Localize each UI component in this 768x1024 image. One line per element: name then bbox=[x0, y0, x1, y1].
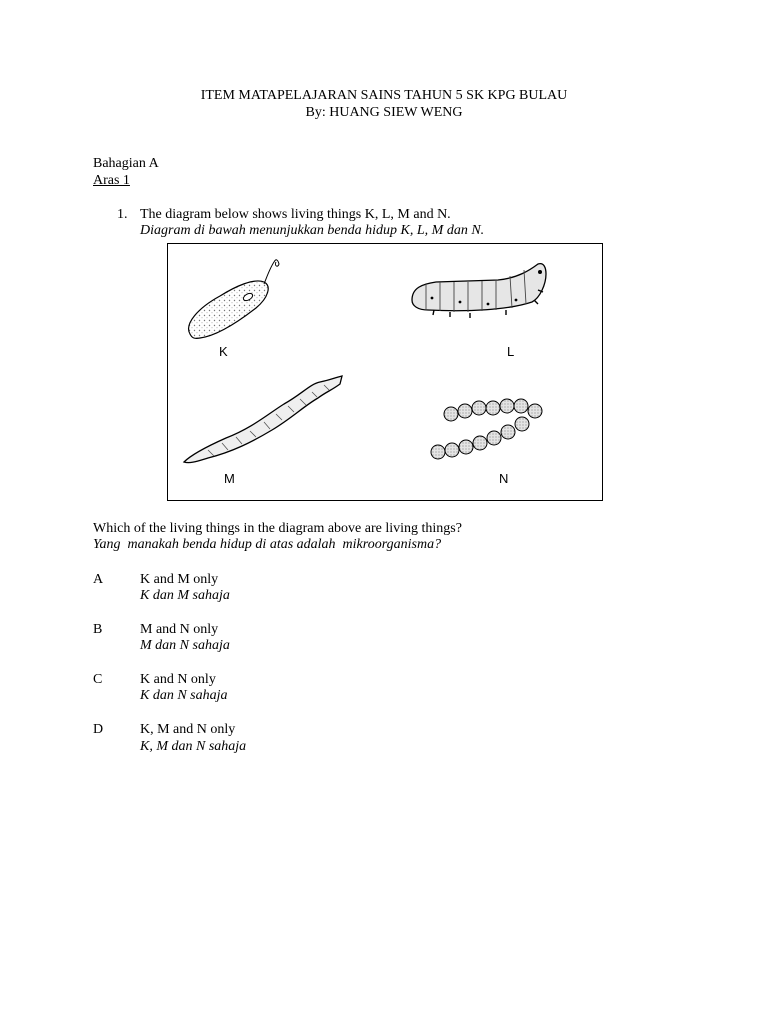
option-text-en: K and M only bbox=[140, 572, 219, 587]
organisms-illustration bbox=[168, 244, 604, 502]
question-stem-en: The diagram below shows living things K, L, M and N. bbox=[140, 207, 451, 222]
question-stem-ms: Diagram di bawah menunjukkan benda hidup K, L, M dan N. bbox=[140, 223, 485, 238]
option-text-en: M and N only bbox=[140, 622, 219, 637]
option-text-ms: M dan N sahaja bbox=[140, 638, 230, 653]
option-text-ms: K dan M sahaja bbox=[140, 588, 230, 603]
label-k: K bbox=[219, 344, 228, 359]
option-letter: A bbox=[93, 572, 104, 587]
option-letter: C bbox=[93, 672, 103, 687]
label-l: L bbox=[507, 344, 515, 359]
option-letter: D bbox=[93, 722, 104, 737]
section-level: Aras 1 bbox=[93, 173, 130, 188]
organisms-diagram bbox=[167, 243, 603, 501]
question-prompt-en: Which of the living things in the diagram above are living things? bbox=[93, 521, 462, 536]
organism-l-larva bbox=[412, 264, 546, 318]
question-number: 1. bbox=[117, 207, 128, 222]
document-title: ITEM MATAPELAJARAN SAINS TAHUN 5 SK KPG BULAU bbox=[200, 88, 568, 103]
option-text-en: K and N only bbox=[140, 672, 216, 687]
option-text-ms: K dan N sahaja bbox=[140, 688, 228, 703]
option-letter: B bbox=[93, 622, 103, 637]
organism-m-worm bbox=[184, 376, 342, 463]
label-n: N bbox=[499, 471, 509, 486]
option-text-ms: K, M dan N sahaja bbox=[140, 739, 247, 754]
option-text-en: K, M and N only bbox=[140, 722, 236, 737]
question-prompt-ms: Yang manakah benda hidup di atas adalah mikroorganisma? bbox=[93, 537, 442, 552]
label-m: M bbox=[224, 471, 235, 486]
organism-n-bacteria-chain bbox=[431, 399, 542, 459]
section-name: Bahagian A bbox=[93, 156, 159, 171]
organism-k-protozoan bbox=[189, 260, 279, 339]
document-author: By: HUANG SIEW WENG bbox=[305, 105, 463, 120]
